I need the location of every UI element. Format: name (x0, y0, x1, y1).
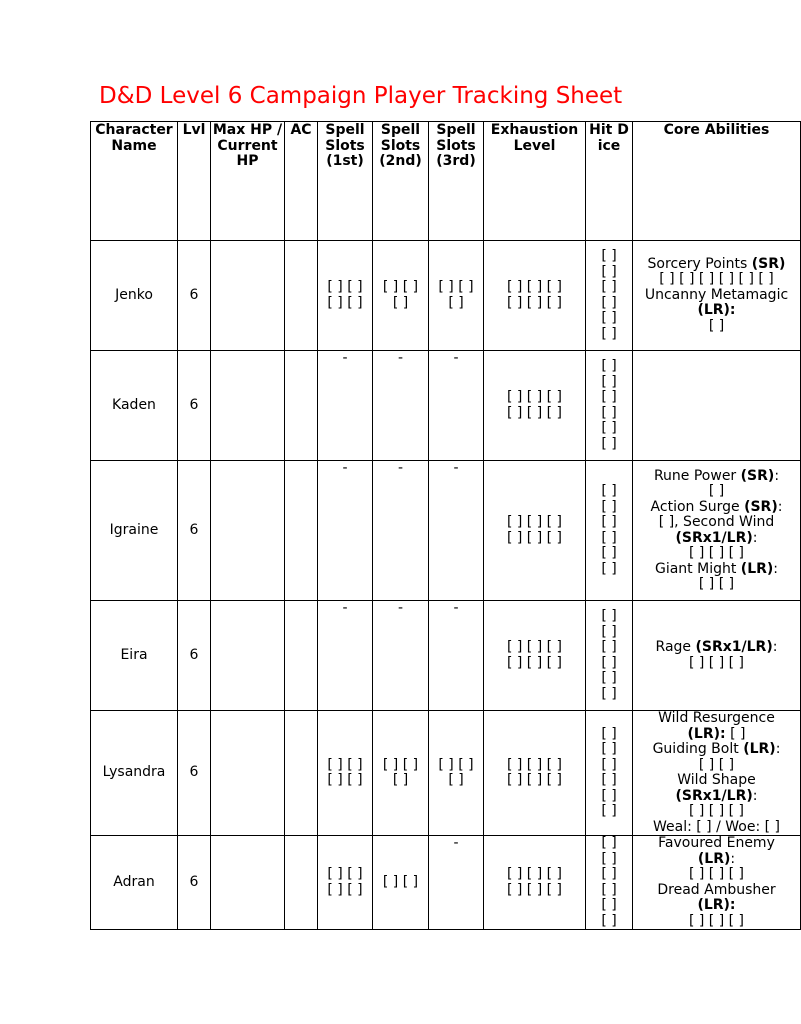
spell-slots-2nd (373, 461, 429, 601)
exhaustion-level-line[interactable]: [ ] [ ] [ ] (506, 756, 563, 773)
exhaustion-level-line[interactable]: [ ] [ ] [ ] (506, 294, 563, 311)
hp-field[interactable] (211, 351, 285, 461)
ability-text: : (730, 850, 736, 867)
ac-field[interactable] (285, 351, 318, 461)
spell-slots-2nd (373, 711, 429, 836)
ability-line (634, 272, 799, 288)
player-tracking-table (90, 121, 801, 930)
spell-slots-1st-line[interactable]: - (342, 350, 348, 366)
ability-text: [ ] [ ] [ ] (688, 866, 745, 882)
exhaustion-level-line[interactable]: [ ] [ ] [ ] (506, 389, 563, 405)
exhaustion-level-line[interactable]: [ ] [ ] [ ] (506, 404, 563, 421)
header-spell-slots-1st: Spell Slots (1st) (318, 122, 373, 241)
spell-slots-3rd (429, 241, 484, 351)
core-abilities (633, 836, 801, 930)
spell-slots-2nd (373, 601, 429, 711)
hit-dice-line[interactable]: [ ] (601, 420, 617, 436)
ability-line (634, 469, 799, 485)
hit-dice-line[interactable]: [ ] (601, 435, 617, 452)
hit-dice-line[interactable]: [ ] (601, 358, 617, 374)
header-ac: AC (285, 122, 318, 241)
spell-slots-1st (318, 351, 373, 461)
ability-recharge-tag: (SR) (751, 255, 786, 272)
exhaustion-level (484, 836, 586, 930)
level: 6 (178, 461, 211, 601)
hit-dice-line[interactable]: [ ] (601, 279, 617, 295)
header-character-name: Character Name (91, 122, 178, 241)
ability-text: : (775, 741, 781, 757)
ability-line (634, 711, 799, 727)
ability-recharge-tag: (LR): (697, 302, 736, 319)
header-spell-slots-3rd: Spell Slots (3rd) (429, 122, 484, 241)
hit-dice (586, 601, 633, 711)
level: 6 (178, 241, 211, 351)
ability-line (634, 500, 799, 516)
spell-slots-3rd (429, 836, 484, 930)
ability-text: Rune Power (653, 467, 741, 484)
spell-slots-1st-line[interactable]: [ ] [ ] (327, 772, 363, 788)
ability-text: [ ] [ ] [ ] (688, 654, 745, 671)
ability-text: : (774, 467, 780, 484)
hit-dice-line[interactable]: [ ] (601, 670, 617, 686)
ability-line (634, 898, 799, 914)
ability-text: [ ] [ ] [ ] (688, 545, 745, 561)
hit-dice-line[interactable]: [ ] (601, 741, 617, 757)
ability-line (634, 789, 799, 805)
ability-text: : (773, 560, 779, 577)
ability-line (634, 303, 799, 319)
core-abilities (633, 601, 801, 711)
ability-text: [ ] (708, 483, 725, 499)
hit-dice-line[interactable]: [ ] (601, 772, 617, 788)
spell-slots-3rd-line[interactable]: - (453, 835, 459, 851)
hp-field[interactable] (211, 711, 285, 836)
hit-dice-line[interactable]: [ ] (601, 803, 617, 819)
hit-dice-line[interactable]: [ ] (601, 725, 617, 742)
ability-text: Wild Resurgence (658, 710, 775, 726)
hit-dice-line[interactable]: [ ] (601, 560, 617, 577)
hit-dice-line[interactable]: [ ] (601, 325, 617, 342)
player-row-lysandra (91, 711, 801, 836)
spell-slots-1st-line[interactable]: [ ] [ ] (327, 756, 363, 773)
ability-text: [ ] [ ] [ ] (688, 912, 745, 929)
ability-text: : (752, 787, 758, 804)
header-spell-slots-2nd: Spell Slots (2nd) (373, 122, 429, 241)
exhaustion-level (484, 241, 586, 351)
spell-slots-1st (318, 241, 373, 351)
spell-slots-2nd-line[interactable]: [ ] (392, 294, 409, 311)
ability-recharge-tag: (LR) (743, 741, 776, 757)
hit-dice-line[interactable]: [ ] (601, 756, 617, 773)
hit-dice-line[interactable]: [ ] (601, 263, 617, 280)
ability-text: : (772, 639, 778, 655)
ability-text: [ ] [ ] (698, 576, 735, 592)
hit-dice-line[interactable]: [ ] (601, 897, 617, 913)
hit-dice-line[interactable]: [ ] (601, 389, 617, 405)
exhaustion-level (484, 711, 586, 836)
exhaustion-level-line[interactable]: [ ] [ ] [ ] (506, 881, 563, 898)
hit-dice-line[interactable]: [ ] (601, 881, 617, 898)
core-abilities (633, 351, 801, 461)
ability-line (634, 758, 799, 774)
hit-dice-line[interactable]: [ ] (601, 639, 617, 655)
character-name: Eira (91, 601, 178, 711)
hit-dice-line[interactable]: [ ] (601, 685, 617, 702)
hit-dice-line[interactable]: [ ] (601, 835, 617, 851)
ability-line (634, 914, 799, 930)
ability-recharge-tag: (SRx1/LR) (675, 787, 753, 804)
spell-slots-2nd-line[interactable]: - (397, 600, 404, 616)
ability-line (634, 531, 799, 547)
level: 6 (178, 601, 211, 711)
player-row-adran (91, 836, 801, 930)
hit-dice-line[interactable]: [ ] (601, 545, 617, 561)
ability-line (634, 867, 799, 883)
hit-dice-line[interactable]: [ ] (601, 529, 617, 546)
spell-slots-2nd (373, 836, 429, 930)
ac-field[interactable] (285, 241, 318, 351)
ac-field[interactable] (285, 461, 318, 601)
ac-field[interactable] (285, 836, 318, 930)
hit-dice-line[interactable]: [ ] (601, 787, 617, 804)
spell-slots-2nd-line[interactable]: [ ] [ ] (382, 873, 419, 890)
character-name: Igraine (91, 461, 178, 601)
level: 6 (178, 711, 211, 836)
spell-slots-1st-line[interactable]: [ ] [ ] (327, 294, 363, 311)
exhaustion-level (484, 351, 586, 461)
character-name: Jenko (91, 241, 178, 351)
spell-slots-2nd-line[interactable]: - (397, 460, 404, 476)
hit-dice-line[interactable]: [ ] (601, 248, 617, 264)
tracking-table-wrapper (90, 121, 801, 930)
ability-line (634, 656, 799, 672)
player-row-igraine (91, 461, 801, 601)
spell-slots-1st (318, 836, 373, 930)
core-abilities (633, 461, 801, 601)
ability-text: [ ], Second Wind (658, 514, 775, 530)
spell-slots-1st (318, 711, 373, 836)
exhaustion-level-line[interactable]: [ ] [ ] [ ] (506, 772, 563, 788)
hit-dice (586, 351, 633, 461)
ability-line (634, 319, 799, 335)
ability-recharge-tag: (LR) (740, 560, 774, 577)
spell-slots-2nd-line[interactable]: [ ] [ ] (382, 279, 419, 295)
ability-line (634, 742, 799, 758)
ability-text: [ ] [ ] [ ] (688, 803, 745, 819)
hit-dice (586, 711, 633, 836)
header-row (91, 122, 801, 241)
spell-slots-3rd-line[interactable]: [ ] [ ] (438, 279, 474, 295)
ability-line (634, 546, 799, 562)
exhaustion-level (484, 601, 586, 711)
exhaustion-level-line[interactable]: [ ] [ ] [ ] (506, 639, 563, 655)
ability-line (634, 288, 799, 304)
ability-text: : (752, 529, 758, 546)
spell-slots-1st (318, 601, 373, 711)
spell-slots-3rd-line[interactable]: [ ] (448, 772, 464, 788)
hit-dice-line[interactable]: [ ] (601, 514, 617, 530)
hit-dice (586, 461, 633, 601)
hit-dice (586, 836, 633, 930)
ability-text: Guiding Bolt (652, 741, 744, 757)
ability-text: Giant Might (654, 560, 741, 577)
ability-text: [ ] (725, 725, 746, 742)
spell-slots-1st-line[interactable]: - (342, 460, 348, 476)
ability-text: [ ] [ ] (698, 756, 735, 773)
ability-line (634, 804, 799, 820)
spell-slots-1st (318, 461, 373, 601)
spell-slots-1st-line[interactable]: [ ] [ ] (327, 881, 363, 898)
hp-field[interactable] (211, 836, 285, 930)
hit-dice-line[interactable]: [ ] (601, 912, 617, 929)
hp-field[interactable] (211, 601, 285, 711)
spell-slots-3rd (429, 461, 484, 601)
ac-field[interactable] (285, 711, 318, 836)
ability-recharge-tag: (SRx1/LR) (675, 529, 753, 546)
ability-line (634, 640, 799, 656)
header-core-abilities: Core Abilities (633, 122, 801, 241)
hp-field[interactable] (211, 461, 285, 601)
spell-slots-1st-line[interactable]: [ ] [ ] (327, 866, 363, 882)
spell-slots-3rd-line[interactable]: - (453, 460, 459, 476)
ability-text: Sorcery Points (647, 255, 752, 272)
hit-dice-line[interactable]: [ ] (601, 654, 617, 671)
ability-text: Weal: [ ] / Woe: [ ] (652, 818, 780, 835)
core-abilities (633, 241, 801, 351)
header-exhaustion-level: Exhaustion Level (484, 122, 586, 241)
spell-slots-1st-line[interactable]: - (342, 600, 348, 616)
core-abilities (633, 711, 801, 836)
ability-text: Wild Shape (677, 772, 756, 788)
spell-slots-3rd (429, 601, 484, 711)
ability-text: [ ] [ ] [ ] [ ] [ ] [ ] (659, 271, 774, 288)
ability-text: Dread Ambusher (657, 881, 776, 898)
spell-slots-2nd (373, 241, 429, 351)
ability-recharge-tag: (LR): (697, 897, 736, 913)
exhaustion-level-line[interactable]: [ ] [ ] [ ] (506, 866, 563, 882)
ability-line (634, 562, 799, 578)
spell-slots-3rd-line[interactable]: - (453, 600, 459, 616)
ability-recharge-tag: (LR) (697, 850, 731, 867)
ability-line (634, 852, 799, 868)
ability-line (634, 883, 799, 899)
spell-slots-1st-line[interactable]: [ ] [ ] (327, 279, 363, 295)
exhaustion-level-line[interactable]: [ ] [ ] [ ] (506, 654, 563, 671)
player-row-kaden (91, 351, 801, 461)
ability-recharge-tag: (SRx1/LR) (695, 639, 773, 655)
spell-slots-3rd (429, 351, 484, 461)
hit-dice-line[interactable]: [ ] (601, 483, 617, 499)
hit-dice-line[interactable]: [ ] (601, 850, 617, 867)
ability-line (634, 820, 799, 836)
ability-text: Uncanny Metamagic (644, 286, 789, 303)
exhaustion-level (484, 461, 586, 601)
spell-slots-2nd-line[interactable]: - (397, 350, 404, 366)
spell-slots-3rd-line[interactable]: - (453, 350, 459, 366)
exhaustion-level-line[interactable]: [ ] [ ] [ ] (506, 514, 563, 530)
player-row-eira (91, 601, 801, 711)
hit-dice-line[interactable]: [ ] (601, 404, 617, 421)
level: 6 (178, 351, 211, 461)
hit-dice-line[interactable]: [ ] (601, 866, 617, 882)
spell-slots-3rd-line[interactable]: [ ] (448, 294, 464, 311)
spell-slots-2nd-line[interactable]: [ ] [ ] (382, 756, 419, 773)
hit-dice-line[interactable]: [ ] (601, 294, 617, 311)
header-level: Lvl (178, 122, 211, 241)
header-hp: Max HP / Current HP (211, 122, 285, 241)
ability-line (634, 727, 799, 743)
spell-slots-2nd (373, 351, 429, 461)
ability-text: : (777, 498, 783, 515)
ability-line (634, 773, 799, 789)
ability-recharge-tag: (LR): (687, 725, 726, 742)
ability-line (634, 515, 799, 531)
ac-field[interactable] (285, 601, 318, 711)
ability-line (634, 836, 799, 852)
exhaustion-level-line[interactable]: [ ] [ ] [ ] (506, 529, 563, 546)
spell-slots-3rd-line[interactable]: [ ] [ ] (438, 756, 474, 773)
ability-text: Favoured Enemy (658, 835, 775, 851)
hit-dice-line[interactable]: [ ] (601, 608, 617, 624)
header-hit-dice: Hit Dice (586, 122, 633, 241)
spell-slots-3rd (429, 711, 484, 836)
hp-field[interactable] (211, 241, 285, 351)
hit-dice-line[interactable]: [ ] (601, 498, 617, 515)
ability-line (634, 257, 799, 273)
exhaustion-level-line[interactable]: [ ] [ ] [ ] (506, 279, 563, 295)
ability-text: [ ] (708, 317, 725, 334)
player-row-jenko (91, 241, 801, 351)
page-title: D&D Level 6 Campaign Player Tracking Sheet (99, 83, 623, 109)
ability-text: Action Surge (650, 498, 745, 515)
ability-recharge-tag: (SR) (740, 467, 775, 484)
spell-slots-2nd-line[interactable]: [ ] (392, 772, 409, 788)
ability-text: Rage (655, 639, 696, 655)
character-name: Adran (91, 836, 178, 930)
hit-dice-line[interactable]: [ ] (601, 623, 617, 640)
hit-dice-line[interactable]: [ ] (601, 373, 617, 390)
hit-dice-line[interactable]: [ ] (601, 310, 617, 326)
ability-line (634, 577, 799, 593)
character-name: Kaden (91, 351, 178, 461)
character-name: Lysandra (91, 711, 178, 836)
ability-recharge-tag: (SR) (744, 498, 778, 515)
level: 6 (178, 836, 211, 930)
ability-line (634, 484, 799, 500)
hit-dice (586, 241, 633, 351)
